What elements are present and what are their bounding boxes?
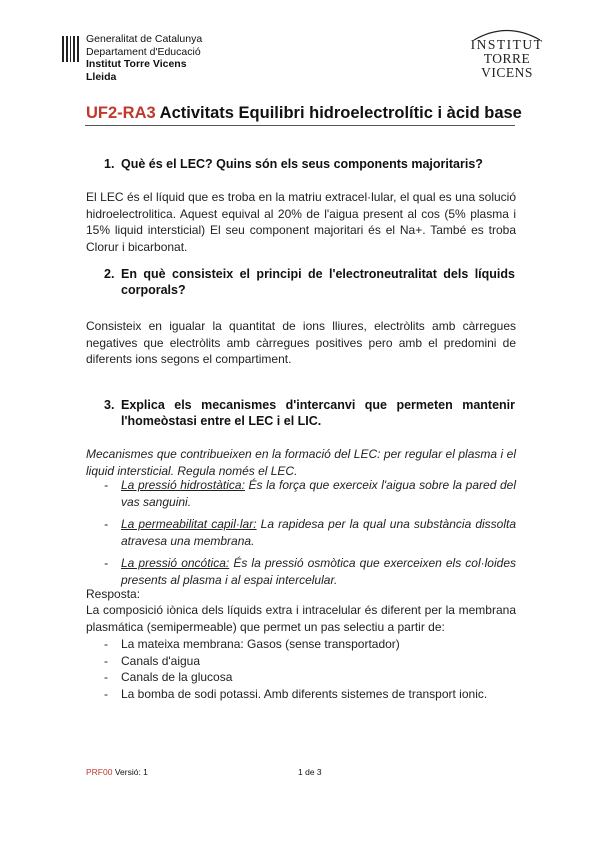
answer-1: El LEC és el líquid que es troba en la matriu extracel·lular, el qual es una solució hidroelectrolitica. Aquest equival al 20% de l'aigua present al cos (5% plasma i 15% liquid intersticial) El seu component majoritari és el Na+. També es troba Clorur i bicarbonat. [86, 190, 516, 254]
question-2-text: En què consisteix el principi de l'electroneutralitat dels líquids corporals? [121, 267, 515, 297]
bullet: - [104, 686, 108, 701]
bullet: - [104, 478, 108, 492]
footer-version [86, 767, 148, 777]
question-1-number: 1. [104, 157, 115, 171]
question-3-number: 3. [104, 398, 115, 412]
bullet: - [104, 517, 108, 531]
mechanism-item [104, 477, 516, 510]
question-3 [104, 397, 515, 429]
question-2 [104, 266, 515, 298]
list-item [104, 653, 516, 670]
logo-line-1: INSTITUT [470, 37, 544, 52]
question-3-text: Explica els mecanismes d'intercanvi que permeten mantenir l'homeòstasi entre el LEC i el LIC. [121, 398, 515, 428]
header-org-block [86, 33, 202, 83]
institut-logo [462, 38, 552, 80]
mechanism-term: La permeabilitat capil·lar: [121, 517, 257, 531]
school-name: Institut Torre Vicens [86, 58, 187, 70]
school-city: Lleida [86, 70, 117, 83]
list-item [104, 669, 516, 686]
org-line-1: Generalitat de Catalunya [86, 33, 203, 45]
footer-code: PRF00 [86, 767, 113, 777]
response-label: Resposta: [86, 587, 141, 601]
answer-2: Consisteix en igualar la quantitat de ions lliures, electròlits amb càrregues negatives que electròlits amb càrregues positives pero amb el predomini de diferents ions segons el compartiment. [86, 319, 516, 366]
response-list [104, 636, 516, 702]
page-title [86, 104, 522, 123]
mechanisms-intro: Mecanismes que contribueixen en la formació del LEC: per regular el plasma i el liquid intersticial. Regula només el LEC. [86, 447, 516, 478]
question-1-text: Què és el LEC? Quins són els seus components majoritaris? [121, 157, 483, 171]
mechanism-desc: És la pressió osmòtica que exerceixen els col·loides presents al plasma i al espai intercelular. [121, 556, 516, 587]
mechanism-item [104, 516, 516, 549]
bullet: - [104, 653, 108, 668]
mechanism-term: La pressió oncótica: [121, 556, 230, 570]
list-item-text: La mateixa membrana: Gasos (sense transportador) [121, 637, 400, 651]
mechanism-desc: És la força que exerceix l'aigua sobre la pared del vas sanguini. [121, 478, 516, 509]
list-item-text: Canals de la glucosa [121, 670, 233, 684]
response-text: La composició iònica dels líquids extra i intracelular és diferent per la membrana plasmática (semipermeable) que permet un pas selectiu a partir de: [86, 603, 516, 634]
mechanism-desc: La rapidesa per la qual una substància dissolta atravesa una membrana. [121, 517, 517, 548]
list-item [104, 686, 516, 703]
list-item [104, 636, 516, 653]
question-2-number: 2. [104, 267, 115, 281]
bullet: - [104, 637, 108, 651]
footer-page-number: 1 de 3 [298, 767, 322, 777]
footer-version-text: Versió: 1 [112, 767, 148, 777]
org-line-2: Departament d'Educació [86, 45, 201, 58]
mechanism-item [104, 555, 516, 588]
title-code: UF2-RA3 [86, 104, 156, 122]
list-item-text: La bomba de sodi potassi. Amb diferents sistemes de transport ionic. [121, 686, 488, 701]
list-item-text: Canals d'aigua [121, 653, 201, 668]
mechanisms-list [104, 477, 516, 588]
generalitat-logo-icon [62, 36, 79, 62]
mechanism-term: La pressió hidrostàtica: [121, 478, 245, 492]
question-1 [104, 156, 519, 172]
title-divider [85, 125, 515, 126]
logo-line-2: TORRE VICENS [481, 51, 533, 80]
bullet: - [104, 556, 108, 570]
bullet: - [104, 670, 108, 684]
title-text: Activitats Equilibri hidroelectrolític i àcid base [159, 104, 522, 122]
